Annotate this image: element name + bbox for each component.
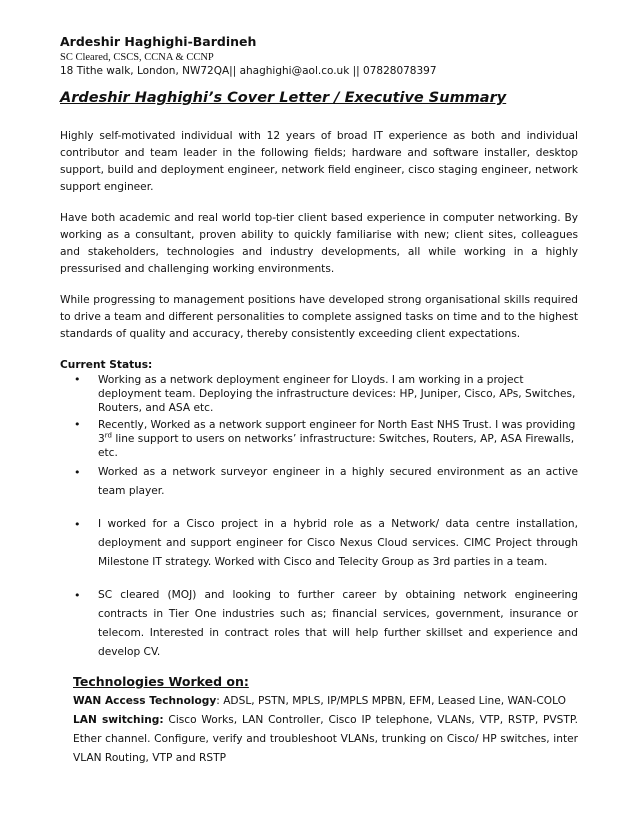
bullet-icon: • — [74, 373, 81, 386]
current-status-heading: Current Status: — [60, 359, 153, 371]
document-body — [60, 128, 578, 768]
current-status-list — [60, 373, 578, 662]
list-item-text: SC cleared (MOJ) and looking to further career by obtaining network engineering contracts in Tier One industries such as; financial services, government, insurance or telecom. Interested in contract roles that will help further skillset and experience and develop CV. — [98, 589, 578, 658]
bullet-icon: • — [74, 589, 81, 602]
tech-item-lan: LAN switching: Cisco Works, LAN Controller, Cisco IP telephone, VLANs, VTP, RSTP, PVSTP. Ether channel. Configure, verify and troubleshoot VLANs, trunking on Cisco/ HP switches, inter VLAN Routing, VTP and RSTP — [73, 714, 578, 764]
technologies-section — [73, 672, 578, 768]
list-item — [60, 586, 578, 662]
list-item — [60, 418, 578, 460]
bullet-icon: • — [74, 518, 81, 531]
technologies-heading: Technologies Worked on: — [73, 674, 249, 689]
author-name: Ardeshir Haghighi-Bardineh — [60, 34, 257, 49]
list-item — [60, 373, 578, 415]
paragraph-networking: Have both academic and real world top-tier client based experience in computer networking. By working as a consultant, proven ability to quickly familiarise with new; client sites, colleagues and stakeholders, technologies and industry developments, all while working in a highly pressurised and challenging working environments. — [60, 212, 578, 275]
list-item — [60, 463, 578, 501]
bullet-icon: • — [74, 418, 81, 431]
list-item — [60, 515, 578, 572]
paragraph-experience: Highly self-motivated individual with 12 years of broad IT experience as both and individual contributor and team leader in the following fields; hardware and software installer, desktop support, build and deployment engineer, network field engineer, cisco staging engineer, network support engineer. — [60, 130, 578, 193]
list-item-text: Working as a network deployment engineer for Lloyds. I am working in a project deployment team. Deploying the infrastructure devices: HP, Juniper, Cisco, APs, Switches, Routers, and ASA etc. — [98, 374, 576, 414]
author-certifications: SC Cleared, CSCS, CCNA & CCNP — [60, 52, 214, 63]
author-contact: 18 Tithe walk, London, NW72QA|| ahaghighi@aol.co.uk || 07828078397 — [60, 65, 437, 77]
list-item-text: Worked as a network surveyor engineer in a highly secured environment as an active team player. — [98, 466, 578, 497]
list-item-text: I worked for a Cisco project in a hybrid role as a Network/ data centre installation, deployment and support engineer for Cisco Nexus Cloud services. CIMC Project through Milestone IT strategy. Worked with Cisco and Telecity Group as 3rd parties in a team. — [98, 518, 578, 568]
superscript-ordinal: rd — [104, 431, 112, 440]
bullet-icon: • — [74, 466, 81, 479]
list-item-text: Recently, Worked as a network support engineer for North East NHS Trust. I was providing 3rd line support to users on networks’ infrastructure: Switches, Routers, AP, ASA Firewalls, etc. — [98, 419, 576, 459]
document-title: Ardeshir Haghighi’s Cover Letter / Executive Summary — [60, 90, 507, 106]
tech-item-wan: WAN Access Technology: ADSL, PSTN, MPLS, IP/MPLS MPBN, EFM, Leased Line, WAN-COLO — [73, 695, 566, 707]
paragraph-management: While progressing to management positions have developed strong organisational skills required to drive a team and different personalities to complete assigned tasks on time and to the highest standards of quality and accuracy, thereby consistently exceeding client expectations. — [60, 294, 578, 340]
